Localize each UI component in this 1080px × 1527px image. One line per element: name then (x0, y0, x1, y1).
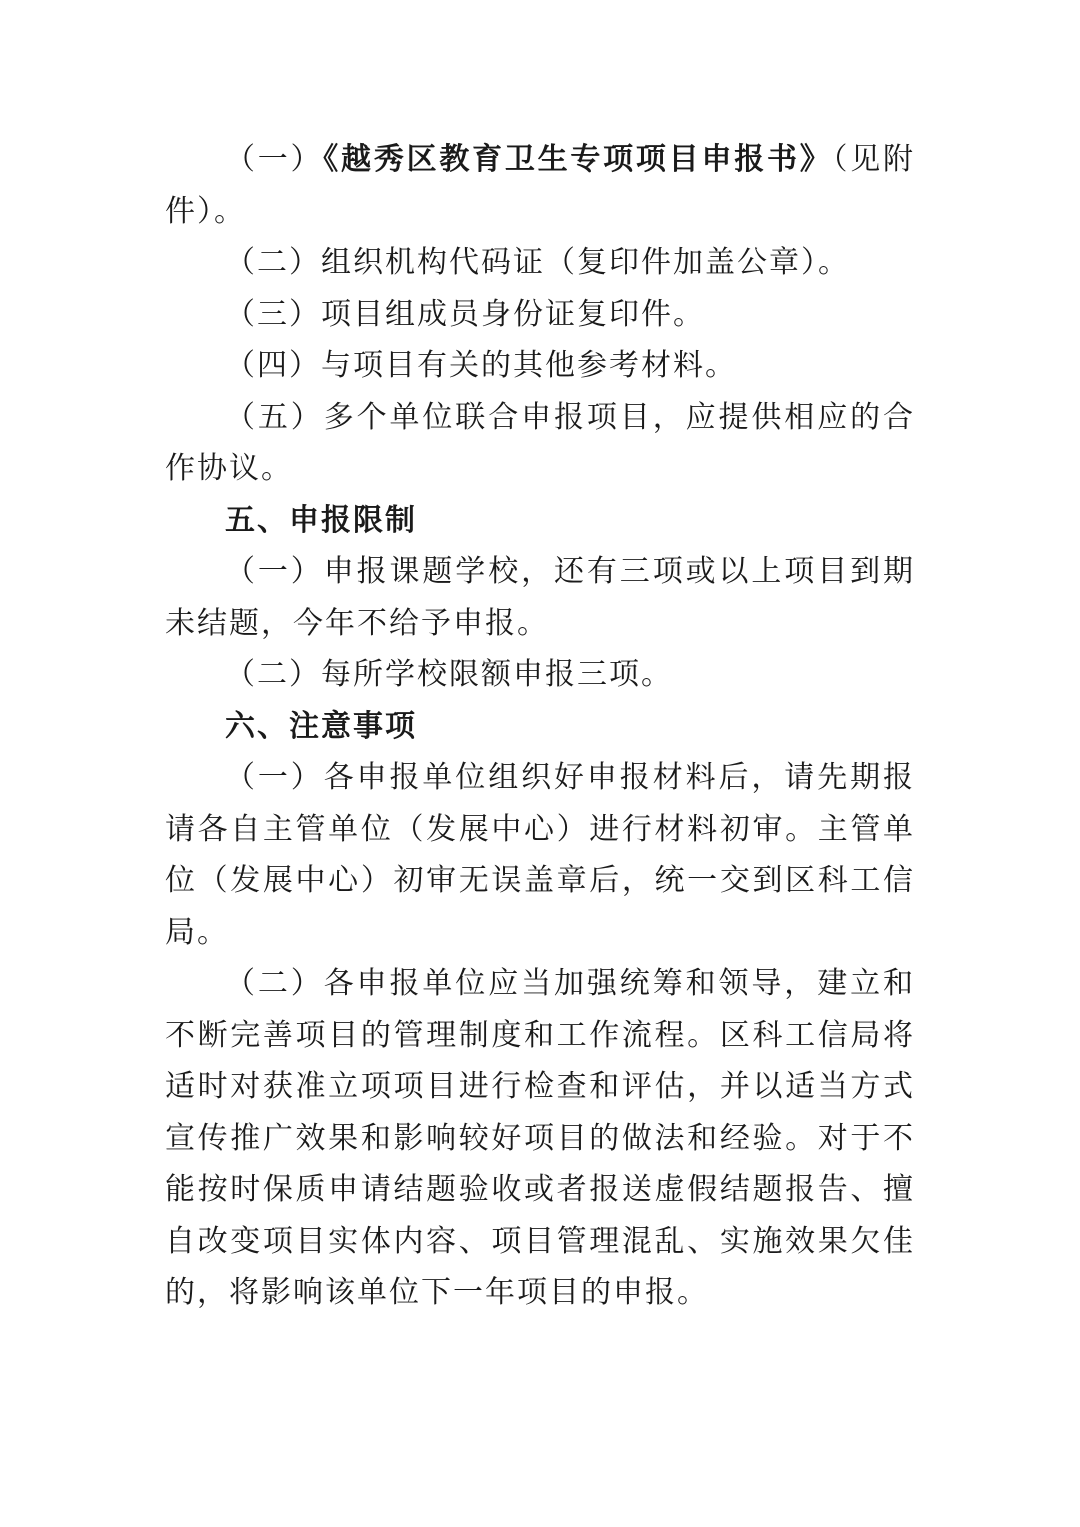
materials-item-2: （二）组织机构代码证（复印件加盖公章）。 (225, 245, 850, 280)
materials-item-5: （五）多个单位联合申报项目，应提供相应的合作协议。 (165, 399, 915, 486)
notes-item-2: （二）各申报单位应当加强统筹和领导，建立和不断完善项目的管理制度和工作流程。区科工信局将适时对获准立项项目进行检查和评估，并以适当方式宣传推广效果和影响较好项目的做法和经验。对于不能按时保质申请结题验收或者报送虚假结题报告、擅自改变项目实体内容、项目管理混乱、实施效果欠佳的，将影响该单位下一年项目的申报。 (165, 966, 915, 1310)
materials-item-4: （四）与项目有关的其他参考材料。 (225, 348, 737, 383)
materials-item-1-suffix: （见附件）。 (165, 142, 916, 229)
limits-heading: 五、申报限制 (225, 502, 417, 538)
notes-item-1: （一）各申报单位组织好申报材料后，请先期报请各自主管单位（发展中心）进行材料初审。主管单位（发展中心）初审无误盖章后，统一交到区科工信局。 (165, 760, 915, 950)
limits-item-1: （一）申报课题学校，还有三项或以上项目到期未结题，今年不给予申报。 (165, 554, 915, 641)
notes-heading: 六、注意事项 (225, 708, 417, 744)
materials-item-3: （三）项目组成员身份证复印件。 (225, 296, 705, 332)
limits-item-2: （二）每所学校限额申报三项。 (225, 657, 673, 692)
document-page (165, 134, 915, 1319)
materials-item-1-prefix: （一） (225, 142, 324, 177)
application-form-title: 《越秀区教育卫生专项项目申报书》 (323, 142, 833, 177)
materials-item-1 (165, 134, 915, 237)
